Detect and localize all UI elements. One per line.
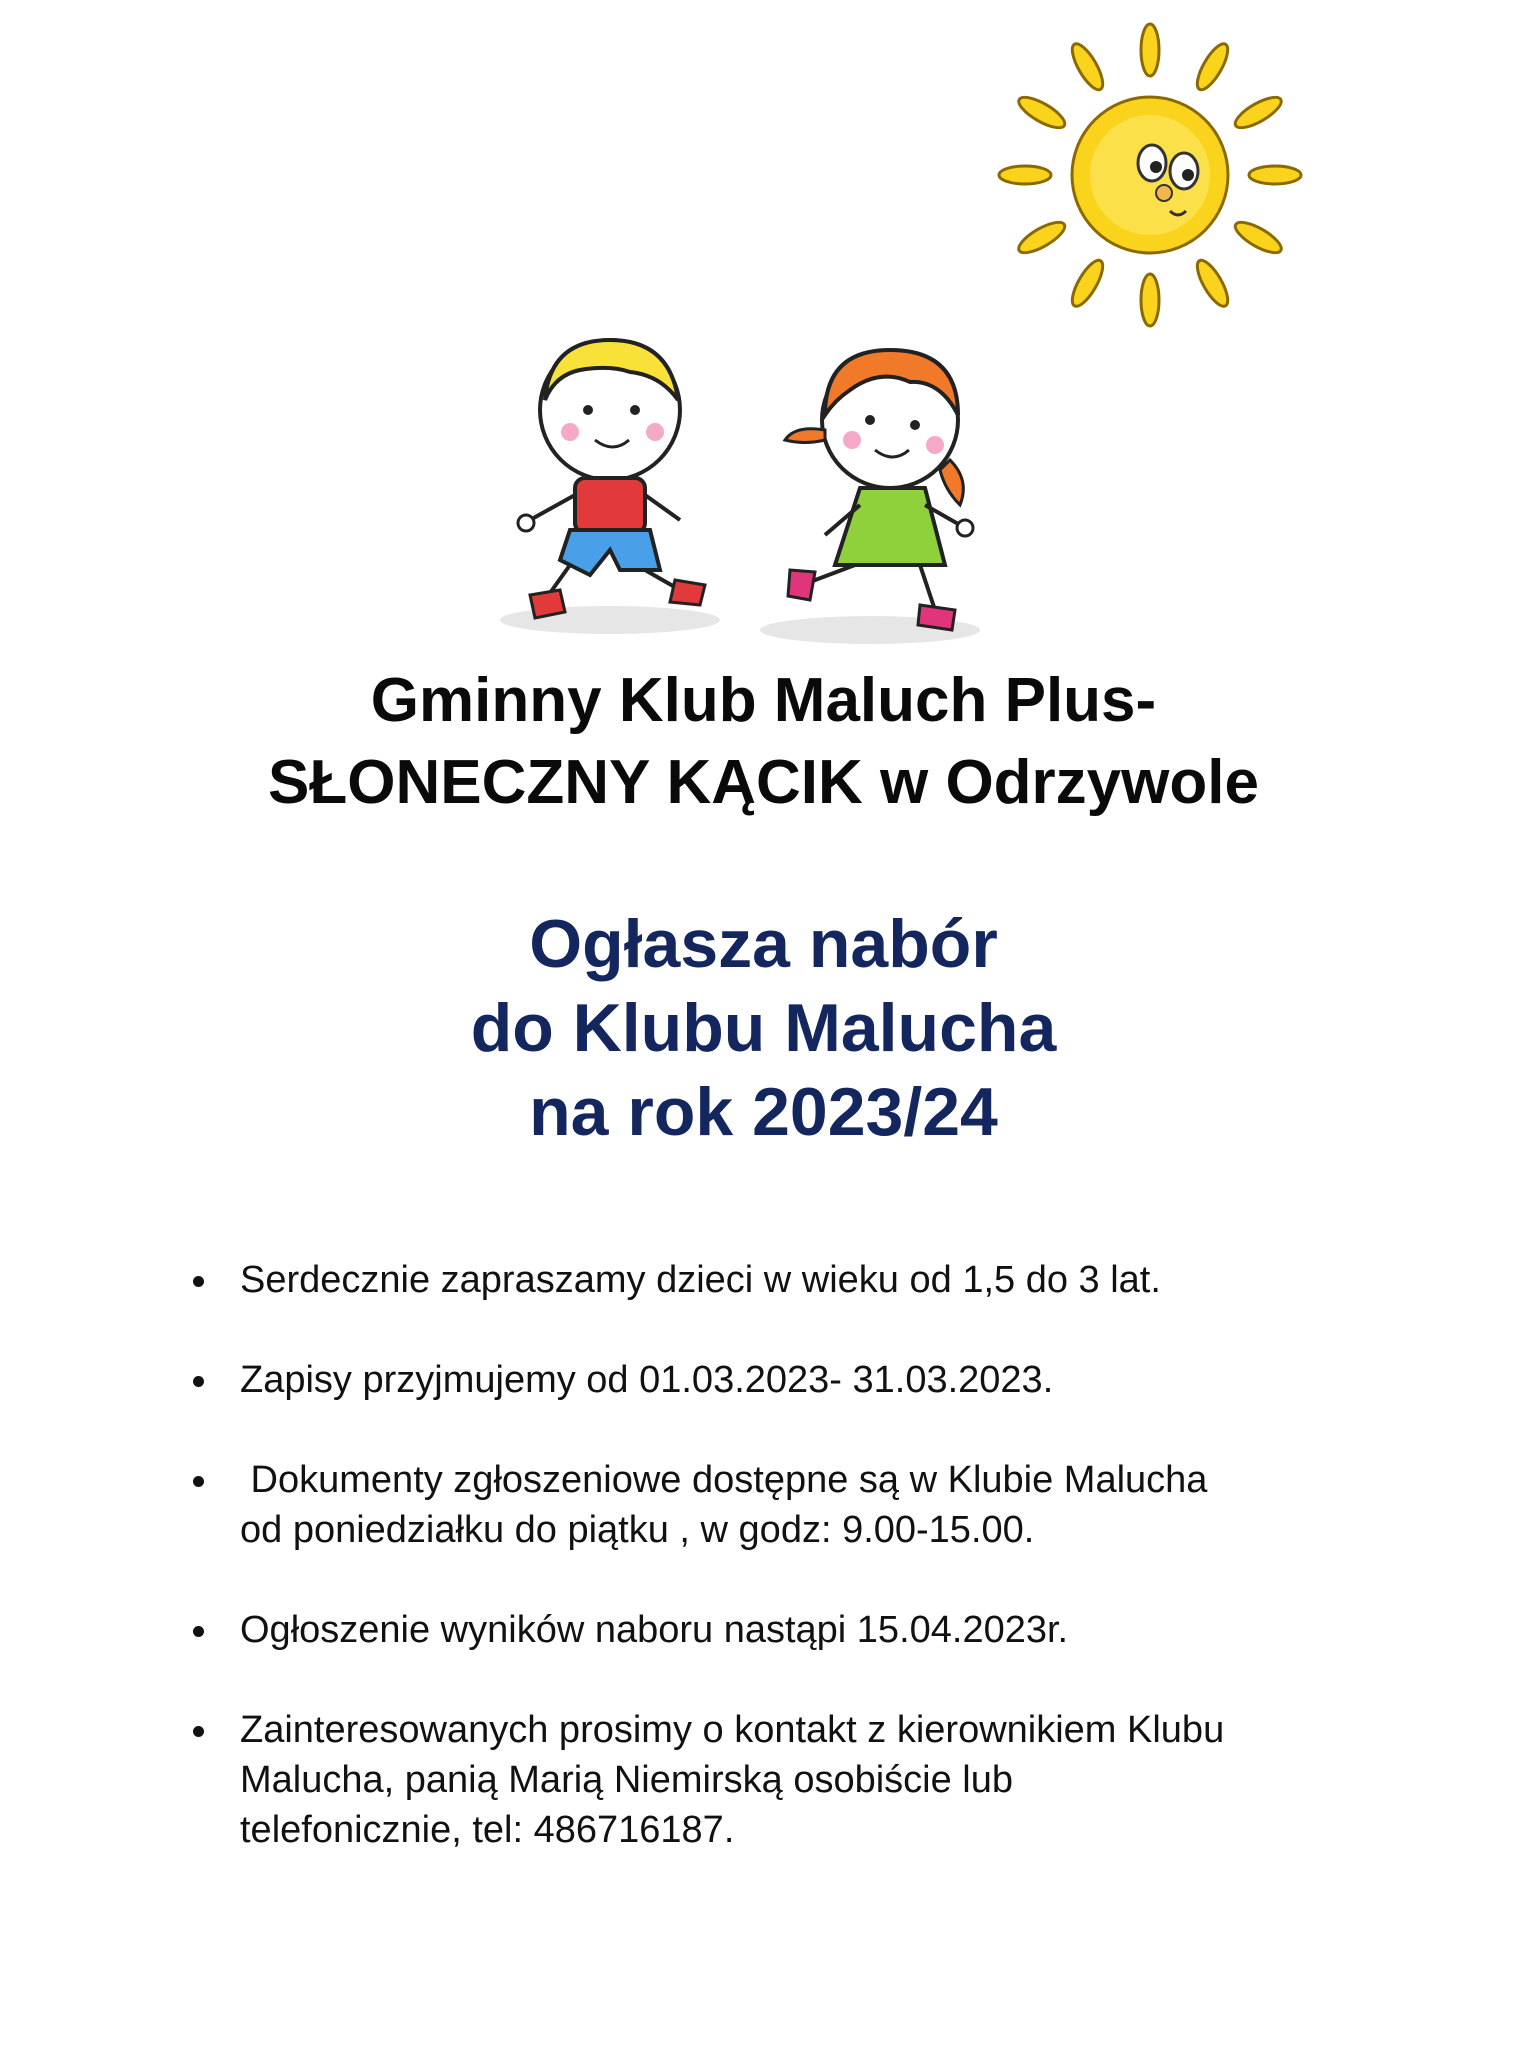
list-item <box>185 1355 1365 1405</box>
announcement-line2: do Klubu Malucha <box>470 990 1057 1066</box>
girl-figure <box>785 350 973 630</box>
bullet-icon <box>193 1276 204 1287</box>
announcement-line3: na rok 2023/24 <box>529 1074 998 1150</box>
running-children-illustration <box>490 320 1010 660</box>
announcement-line1: Ogłasza nabór <box>529 906 998 982</box>
list-item <box>185 1255 1365 1305</box>
boy-figure <box>518 340 705 618</box>
list-item <box>185 1605 1365 1655</box>
bullet-icon <box>193 1726 204 1737</box>
sun-icon <box>940 20 1360 330</box>
bullet-icon <box>193 1476 204 1487</box>
list-item <box>185 1705 1365 1855</box>
list-item-text: Malucha, panią Marią Niemirską osobiście lub <box>240 1759 1014 1801</box>
club-name-line2: SŁONECZNY KĄCIK w Odrzywole <box>268 748 1259 817</box>
info-list <box>185 1255 1365 1905</box>
list-item-text: Zapisy przyjmujemy od 01.03.2023- 31.03.2023. <box>240 1359 1054 1401</box>
list-item-text: Dokumenty zgłoszeniowe dostępne są w Klubie Malucha <box>240 1459 1208 1501</box>
club-name-line1: Gminny Klub Maluch Plus- <box>370 666 1157 735</box>
list-item-text: Serdecznie zapraszamy dzieci w wieku od 1,5 do 3 lat. <box>240 1259 1161 1301</box>
bullet-icon <box>193 1626 204 1637</box>
bullet-icon <box>193 1376 204 1387</box>
list-item-text: Zainteresowanych prosimy o kontakt z kierownikiem Klubu <box>240 1709 1225 1751</box>
list-item <box>185 1455 1365 1555</box>
list-item-text: Ogłoszenie wyników naboru nastąpi 15.04.2023r. <box>240 1609 1069 1651</box>
list-item-text: telefonicznie, tel: 486716187. <box>240 1809 735 1851</box>
list-item-text: od poniedziałku do piątku , w godz: 9.00-15.00. <box>240 1509 1035 1551</box>
